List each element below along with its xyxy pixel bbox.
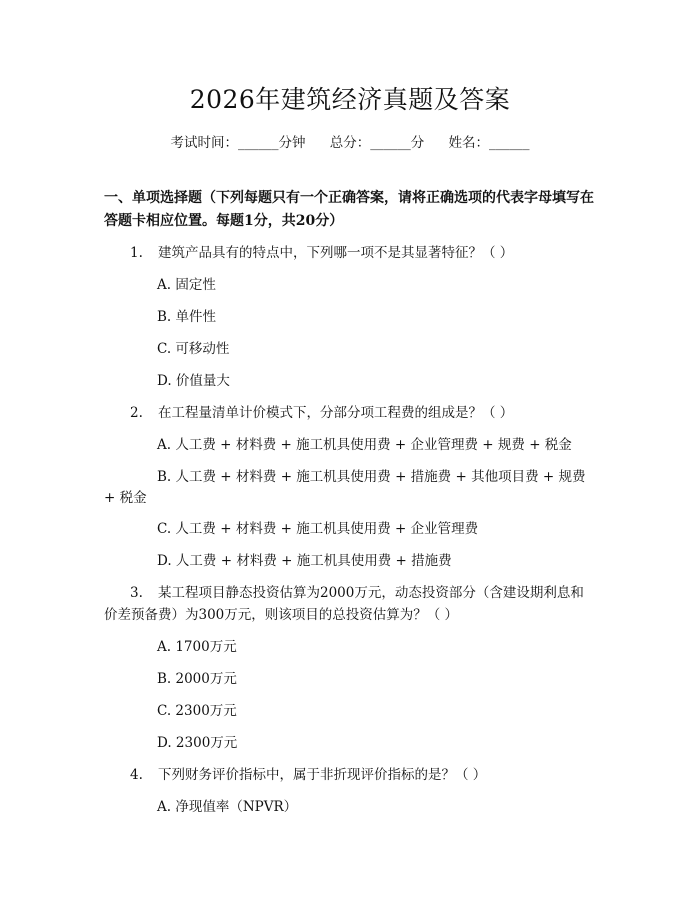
question-1-option-d: D. 价值量大 bbox=[157, 373, 230, 389]
question-1 bbox=[130, 242, 513, 264]
question-stem: 某工程项目静态投资估算为2000万元，动态投资部分（含建设期利息和 bbox=[158, 585, 584, 601]
question-number: 1. bbox=[130, 245, 143, 261]
question-4 bbox=[130, 764, 486, 786]
total-score-field: 总分：______分 bbox=[329, 135, 425, 151]
exam-info-line bbox=[0, 131, 700, 151]
question-2-option-a: A. 人工费 + 材料费 + 施工机具使用费 + 企业管理费 + 规费 + 税金 bbox=[157, 437, 572, 453]
question-2 bbox=[130, 402, 513, 424]
question-2-option-b-continued: + 税金 bbox=[104, 490, 147, 506]
question-2-option-d: D. 人工费 + 材料费 + 施工机具使用费 + 措施费 bbox=[157, 553, 452, 569]
question-stem: 在工程量清单计价模式下，分部分项工程费的组成是？（ ） bbox=[158, 405, 514, 421]
question-stem: 建筑产品具有的特点中，下列哪一项不是其显著特征？（ ） bbox=[158, 245, 514, 261]
question-1-option-b: B. 单件性 bbox=[157, 309, 217, 325]
question-3-stem-continued: 价差预备费）为300万元，则该项目的总投资估算为？（ ） bbox=[104, 607, 459, 623]
question-number: 3. bbox=[130, 585, 143, 601]
question-4-option-a: A. 净现值率（NPVR） bbox=[157, 799, 298, 815]
question-number: 4. bbox=[130, 767, 143, 783]
name-field: 姓名：______ bbox=[448, 135, 530, 151]
question-3 bbox=[130, 582, 584, 604]
question-3-option-a: A. 1700万元 bbox=[157, 639, 237, 655]
question-3-option-d: D. 2300万元 bbox=[157, 735, 238, 751]
section-heading-line-1: 一、单项选择题（下列每题只有一个正确答案，请将正确选项的代表字母填写在 bbox=[104, 190, 594, 206]
question-1-option-c: C. 可移动性 bbox=[157, 341, 230, 357]
question-stem: 下列财务评价指标中，属于非折现评价指标的是？（ ） bbox=[158, 767, 487, 783]
question-3-option-b: B. 2000万元 bbox=[157, 671, 237, 687]
page-title: 2026年建筑经济真题及答案 bbox=[189, 85, 511, 114]
question-1-option-a: A. 固定性 bbox=[157, 277, 216, 293]
question-3-option-c: C. 2300万元 bbox=[157, 703, 237, 719]
exam-time-field: 考试时间：______分钟 bbox=[170, 135, 306, 151]
section-heading-line-2: 答题卡相应位置。每题1分，共20分） bbox=[104, 213, 344, 229]
question-number: 2. bbox=[130, 405, 143, 421]
question-2-option-c: C. 人工费 + 材料费 + 施工机具使用费 + 企业管理费 bbox=[157, 521, 479, 537]
question-2-option-b: B. 人工费 + 材料费 + 施工机具使用费 + 措施费 + 其他项目费 + 规费 bbox=[157, 469, 586, 485]
